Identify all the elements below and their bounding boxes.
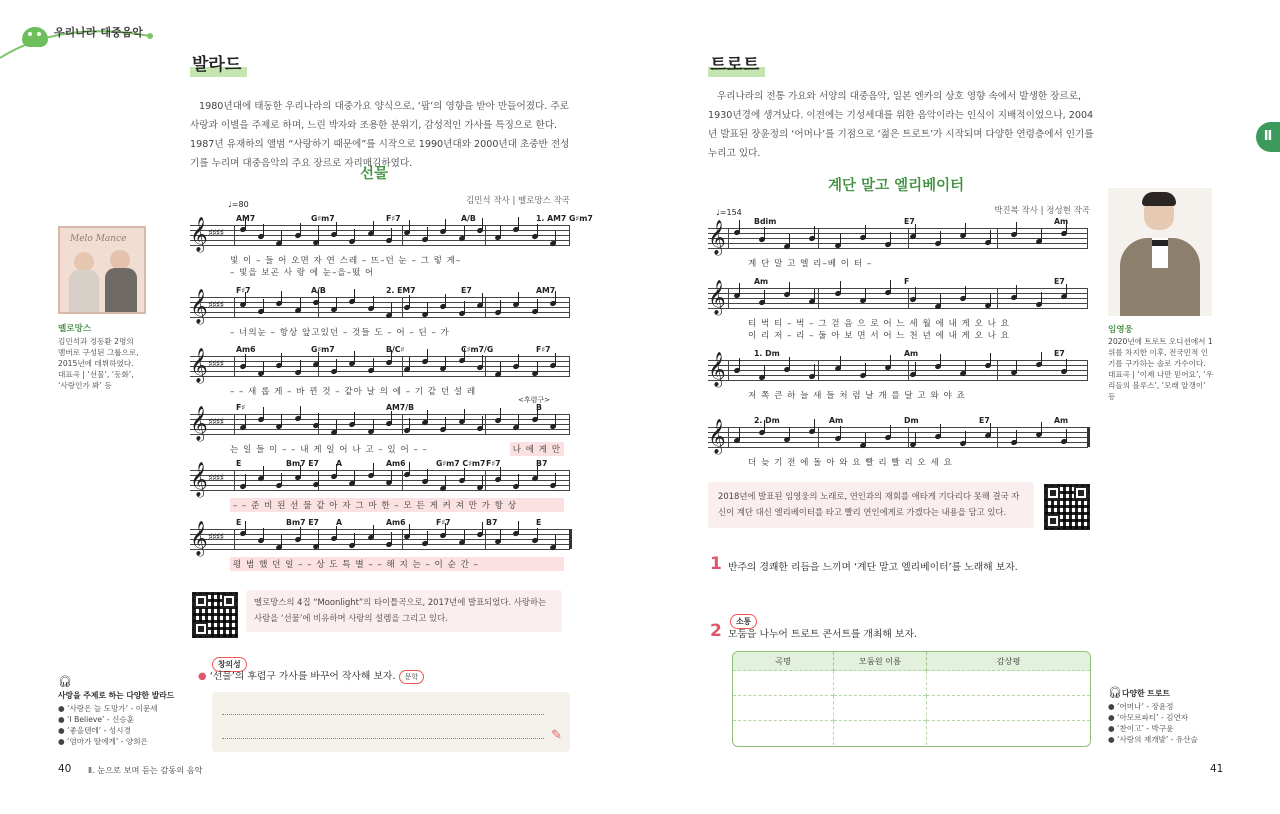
chord-symbol: Dm <box>904 416 919 425</box>
activity-1-number: 1 <box>710 554 722 574</box>
chord-symbol: C♯m7/G <box>461 345 494 354</box>
chord-symbol: E <box>236 459 242 468</box>
ballad-intro: 1980년대에 태동한 우리나라의 대중가요 양식으로, ‘팝’의 영향을 받아 만들어졌다. 주로 사랑과 이별을 주제로 하며, 느린 박자와 조용한 분위기, 감성적인 가사를 특징으로 한다. 1987년 유재하의 앨범 “사랑하기 때문에”를 시작으로 1990년대와 2000년대 초중반 전성기를 누리며 대중음악의 주요 장르로 자리매김하였다. <box>190 101 570 169</box>
highlighted-lyric: 평 범 했 던 일 – – 상 도 특 별 – – 해 지 는 – 이 순 간 – <box>230 557 564 571</box>
barline <box>569 529 572 549</box>
col-header-members: 모둠원 이름 <box>834 652 927 671</box>
treble-clef-icon: 𝄞 <box>190 348 208 383</box>
chord-symbol: Am <box>904 349 919 358</box>
chord-symbol: Am <box>829 416 844 425</box>
song-credit-elevator: 박진복 작사 | 정성현 작곡 <box>994 206 1090 216</box>
barline <box>997 288 998 308</box>
barline <box>908 288 909 308</box>
barline <box>485 297 486 317</box>
barline <box>569 297 570 317</box>
key-signature-icon: ♯♯♯♯ <box>208 473 224 484</box>
trot-intro: 우리나라의 전통 가요와 서양의 대중음악, 일본 엔카의 상호 영향 속에서 발생한 장르로, 1930년경에 생겨났다. 이전에는 기성세대를 위한 음악이라는 인식이 지배적이었으나, 2004년 발표된 장윤정의 ‘어머나’를 기점으로 ‘젊은 트로트’가 시작되며 다양한 연령층에서 인기를 누리고 있다. <box>708 91 1094 159</box>
lyric-line: 이 리 저 – 리 – 둘 아 보 면 서 어 느 천 년 에 내 게 오 나 요 <box>748 331 1010 341</box>
barline <box>908 427 909 447</box>
tempo-mark-right: ♩=154 <box>716 208 742 217</box>
list-item: ● ‘I Believe’ - 신승훈 <box>58 715 135 724</box>
barline <box>485 470 486 490</box>
chord-symbol: 2. EM7 <box>386 286 416 295</box>
col-header-review: 감상평 <box>927 652 1091 671</box>
chord-symbol: E7 <box>904 217 915 226</box>
lyric-line: – 너의눈 – 항상 앞고있던 – 것들 도 – 어 – 딘 – 가 <box>230 328 450 338</box>
chord-symbol: 2. Dm <box>754 416 780 425</box>
chord-symbol: G♯m7 <box>311 214 335 223</box>
table-cell[interactable] <box>733 696 834 721</box>
lyric-line: – – 새 롭 게 – 바 뀐 것 – 같아 날 의 에 – 기 같 던 설 레 <box>230 387 477 397</box>
elevator-info-box: 2018년에 발표된 임영웅의 노래로, 연인과의 재회를 애타게 기다리다 못해 결국 자신이 계단 대신 엘리베이터를 타고 빨리 연인에게로 가겠다는 내용을 담고 있다. <box>708 482 1034 528</box>
right-page <box>640 0 1280 814</box>
key-signature-icon: ♯♯♯♯ <box>208 532 224 543</box>
key-signature-icon: ♯♯♯♯ <box>208 300 224 311</box>
chord-symbol: E7 <box>1054 277 1065 286</box>
lyric-line: 티 벅 티 – 벅 – 그 걷 음 으 로 어 느 세 월 에 내 게 오 나 요 <box>748 319 1010 329</box>
staff-system <box>190 345 570 405</box>
artist-photo-melomance <box>58 226 146 314</box>
staff-system <box>708 349 1088 409</box>
pencil-icon: ✎ <box>551 728 562 743</box>
barline <box>728 360 729 380</box>
tempo-mark: ♩=80 <box>228 200 249 209</box>
song-title-gift: 선물 <box>360 166 389 182</box>
chord-symbol: Bm7 E7 <box>286 459 319 468</box>
barline <box>485 529 486 549</box>
chord-symbol: E <box>536 518 542 527</box>
staff-system <box>708 217 1088 277</box>
staff-system <box>190 214 593 278</box>
staff-system <box>708 416 1088 476</box>
highlighted-lyric: – – 준 비 된 선 물 같 아 자 그 마 한 – 모 든 게 커 져 만 가 항 상 <box>230 498 564 512</box>
chord-symbol: 1. Dm <box>754 349 780 358</box>
barline <box>234 225 235 245</box>
table-cell[interactable] <box>927 696 1091 721</box>
barline <box>997 228 998 248</box>
creativity-badge: 창의성 <box>212 652 247 672</box>
section-title-ballad: 발라드 <box>190 50 247 75</box>
barline <box>908 360 909 380</box>
chord-symbol: F♯ <box>236 403 246 412</box>
trot-list <box>1108 701 1228 745</box>
activity-2-number: 2 <box>710 621 722 641</box>
chord-symbol: Am <box>1054 416 1069 425</box>
series-title: 우리나라 대중음악 <box>54 26 143 39</box>
mascot-icon <box>22 27 48 47</box>
lyric-line: 는 일 들 이 – – 내 게 일 어 나 고 – 있 어 – – <box>230 445 428 455</box>
chord-symbol: F <box>904 277 910 286</box>
chord-symbol: E <box>236 518 242 527</box>
barline <box>402 225 403 245</box>
chord-symbol: E7 <box>979 416 990 425</box>
key-signature-icon: ♯♯♯♯ <box>208 359 224 370</box>
list-item: ● ‘좋을텐데’ - 성시경 <box>58 726 131 735</box>
chapter-footer: Ⅱ. 눈으로 보며 듣는 감동의 음악 <box>88 765 203 775</box>
chord-symbol: A/B <box>311 286 326 295</box>
barline <box>728 228 729 248</box>
chord-symbol: B7 <box>536 459 548 468</box>
headphone-icon-right: 🎧︎ <box>1108 686 1122 699</box>
barline <box>402 470 403 490</box>
chord-symbol: Am6 <box>236 345 256 354</box>
activity-1: 반주의 경쾌한 리듬을 느끼며 ‘계단 말고 엘리베이터’를 노래해 보자. <box>728 562 1018 573</box>
list-item: ● ‘사랑은 늘 도망가’ - 이문세 <box>58 704 158 713</box>
chord-symbol: G♯m7 C♯m7 <box>436 459 486 468</box>
staff-system <box>190 286 570 346</box>
chord-symbol: F♯7 <box>236 286 251 295</box>
chord-symbol: Am <box>754 277 769 286</box>
barline <box>908 228 909 248</box>
chord-symbol: F♯7 <box>486 459 501 468</box>
activity-2: 모둠을 나누어 트로트 콘서트를 개최해 보자. <box>728 629 918 640</box>
concert-plan-table <box>732 651 1091 747</box>
communication-badge: 소통 <box>730 609 757 629</box>
ballad-list <box>58 703 188 747</box>
key-signature-icon: ♯♯♯♯ <box>208 228 224 239</box>
barline <box>402 529 403 549</box>
highlighted-lyric: 나 에 게 만 <box>510 442 564 456</box>
chord-symbol: 1. AM7 G♯m7 <box>536 214 593 223</box>
chord-symbol: Am6 <box>386 459 406 468</box>
chord-symbol: B7 <box>486 518 498 527</box>
barline <box>569 356 570 376</box>
list-item: ● ‘아모르파티’ - 김연자 <box>1108 713 1189 722</box>
barline <box>1087 228 1088 248</box>
table-cell[interactable] <box>927 721 1091 746</box>
headphone-icon: 🎧︎ <box>58 675 72 688</box>
treble-clef-icon: 𝄞 <box>708 220 726 255</box>
chord-symbol: Bm7 E7 <box>286 518 319 527</box>
artist-caption-lim: 임영웅 <box>1108 325 1133 335</box>
chord-symbol: F♯7 <box>386 214 401 223</box>
treble-clef-icon: 𝄞 <box>190 521 208 556</box>
chord-symbol: B <box>536 403 542 412</box>
page-number-right: 41 <box>1210 763 1224 775</box>
table-cell[interactable] <box>733 671 834 696</box>
barline <box>818 228 819 248</box>
song-title-elevator: 계단 말고 엘리베이터 <box>828 178 965 194</box>
table-cell[interactable] <box>834 671 927 696</box>
barline <box>402 356 403 376</box>
barline <box>485 225 486 245</box>
chord-symbol: AM7 <box>536 286 556 295</box>
barline <box>997 427 998 447</box>
barline <box>818 427 819 447</box>
treble-clef-icon: 𝄞 <box>708 280 726 315</box>
literature-tag: 문학 <box>399 670 425 684</box>
key-signature-icon: ♯♯♯♯ <box>208 417 224 428</box>
lyric-line: – 빛을 보곤 사 랑 에 눈–을–떴 어 <box>230 268 375 278</box>
list-item: ● ‘엄마가 딸에게’ - 양희은 <box>58 737 148 746</box>
barline <box>569 225 570 245</box>
chord-symbol: AM7/B <box>386 403 415 412</box>
barline <box>234 470 235 490</box>
lyric-writing-area[interactable] <box>212 692 570 752</box>
lyric-line: 저 쪽 큰 하 늘 새 들 처 럼 날 개 를 달 고 와 야 죠 <box>748 391 966 401</box>
barline <box>234 529 235 549</box>
chord-symbol: A <box>336 459 343 468</box>
artist-caption-melomance: 멜로망스 <box>58 324 92 334</box>
chord-symbol: G♯m7 <box>311 345 335 354</box>
artist-desc-melomance: 김민석과 정동환 2명의 멤버로 구성된 그룹으로, 2015년에 데뷔하였다. 대표곡 | ‘선물’, ‘동화’, ‘사랑인가 봐’ 등 <box>58 337 139 390</box>
treble-clef-icon: 𝄞 <box>190 406 208 441</box>
bullet-icon: ● <box>198 671 207 682</box>
barline <box>485 356 486 376</box>
artist-desc-lim: 2020년에 트로트 오디션에서 1위를 차지한 이후, 전국민적 인기를 구가하는 솔로 가수이다. 대표곡 | ‘이제 나만 믿어요’, ‘우리들의 블루스’, ‘모래 알갱이’ 등 <box>1108 337 1213 401</box>
album-title-text: Melo Mance <box>70 234 127 244</box>
barline <box>485 414 486 434</box>
list-item: ● ‘사랑의 재개발’ - 유산슬 <box>1108 735 1198 744</box>
barline <box>997 360 998 380</box>
barline <box>1087 288 1088 308</box>
treble-clef-icon: 𝄞 <box>190 462 208 497</box>
treble-clef-icon: 𝄞 <box>708 352 726 387</box>
barline <box>569 414 570 434</box>
page-number-left: 40 <box>58 763 72 775</box>
barline <box>728 427 729 447</box>
ballad-list-title: 사랑을 주제로 하는 다양한 발라드 <box>58 691 175 700</box>
barline <box>818 288 819 308</box>
barline <box>569 470 570 490</box>
table-cell[interactable] <box>927 671 1091 696</box>
barline <box>728 288 729 308</box>
lyric-task: ● ‘선물’의 후렴구 가사를 바꾸어 작사해 보자. 문학 <box>198 668 424 684</box>
lyric-line: 더 늦 기 전 에 돌 아 와 요 빨 리 빨 리 오 세 요 <box>748 458 953 468</box>
barline <box>234 297 235 317</box>
staff-system <box>190 396 570 463</box>
chord-symbol: E7 <box>1054 349 1065 358</box>
treble-clef-icon: 𝄞 <box>190 289 208 324</box>
table-cell[interactable] <box>733 721 834 746</box>
table-cell[interactable] <box>834 721 927 746</box>
chord-symbol: B/C♯ <box>386 345 405 354</box>
barline <box>234 414 235 434</box>
chord-symbol: Am <box>1054 217 1069 226</box>
chord-symbol: AM7 <box>236 214 256 223</box>
chord-symbol: A/B <box>461 214 476 223</box>
barline <box>1087 427 1090 447</box>
table-cell[interactable] <box>834 696 927 721</box>
list-item: ● ‘찬이고’ - 박구윤 <box>1108 724 1174 733</box>
staff-system <box>190 459 570 519</box>
staff-system <box>708 277 1088 341</box>
col-header-song: 곡명 <box>733 652 834 671</box>
refrain-marker: <후렴구> <box>517 396 550 404</box>
chord-symbol: E7 <box>461 286 472 295</box>
trot-list-title: 다양한 트로트 <box>1122 689 1170 698</box>
qr-code-elevator[interactable] <box>1044 484 1090 530</box>
gift-info-box: 멜로망스의 4집 “Moonlight”의 타이틀곡으로, 2017년에 발표되었다. 사랑하는 사람을 ‘선물’에 비유하며 사랑의 설렘을 그리고 있다. <box>246 590 562 632</box>
lyric-line: 계 단 말 고 엘 리–베 이 터 – <box>748 259 873 269</box>
treble-clef-icon: 𝄞 <box>190 217 208 252</box>
chapter-tab[interactable]: Ⅱ <box>1256 122 1280 152</box>
treble-clef-icon: 𝄞 <box>708 419 726 454</box>
song-credit-gift: 김민석 작사 | 멜로망스 작곡 <box>466 196 570 206</box>
list-item: ● ‘어머나’ - 장윤정 <box>1108 702 1174 711</box>
barline <box>818 360 819 380</box>
chord-symbol: F♯7 <box>436 518 451 527</box>
staff-system <box>190 518 570 578</box>
barline <box>1087 360 1088 380</box>
chord-symbol: Bdim <box>754 217 777 226</box>
chord-symbol: Am6 <box>386 518 406 527</box>
qr-code-gift[interactable] <box>192 592 238 638</box>
barline <box>402 414 403 434</box>
artist-photo-limyoungwoong <box>1108 188 1212 316</box>
barline <box>402 297 403 317</box>
barline <box>234 356 235 376</box>
chord-symbol: F♯7 <box>536 345 551 354</box>
chord-symbol: A <box>336 518 343 527</box>
section-title-trot: 트로트 <box>708 50 765 75</box>
lyric-line: 빛 이 – 들 어 오면 자 연 스레 – 뜨–던 눈 – 그 렇 게– <box>230 256 462 266</box>
